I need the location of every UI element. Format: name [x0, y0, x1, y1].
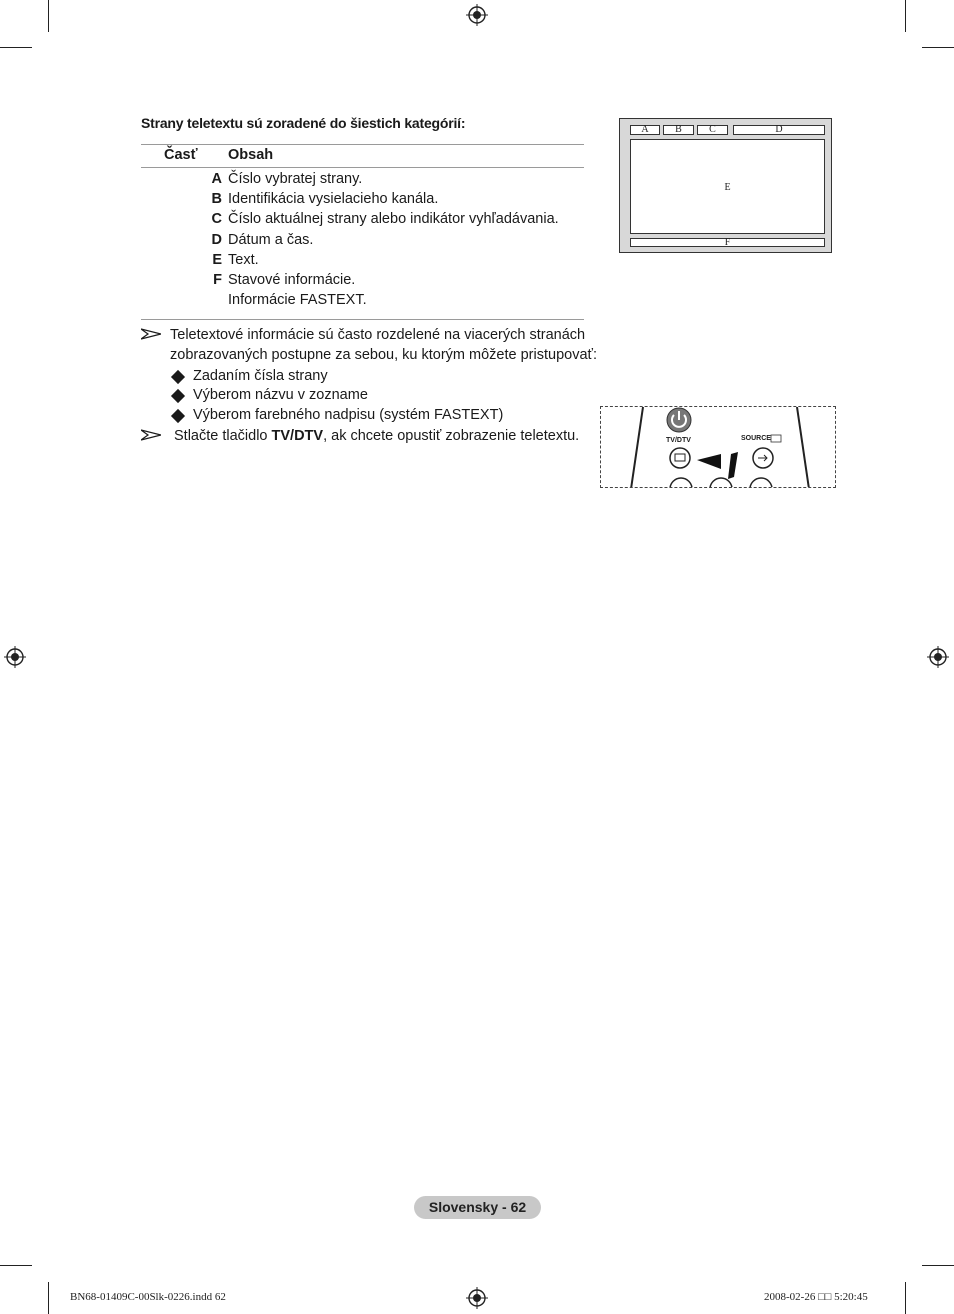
- note-text-prefix: Stlačte tlačidlo: [174, 428, 272, 444]
- note-text: Teletextové informácie sú často rozdelené na viacerých stranách: [170, 327, 586, 343]
- page-number-badge: Slovensky - 62: [414, 1196, 541, 1219]
- crop-mark: [48, 1282, 49, 1314]
- teletext-region-e: E: [630, 139, 825, 234]
- table-header-part: Časť: [164, 147, 198, 163]
- crop-mark: [905, 0, 906, 32]
- table-cell-content: Stavové informácie.: [228, 272, 356, 288]
- footer-file-info: BN68-01409C-00Slk-0226.indd 62: [70, 1291, 226, 1303]
- table-header-content: Obsah: [228, 147, 274, 163]
- table-cell-part: B: [211, 191, 222, 207]
- crop-mark: [905, 1282, 906, 1314]
- table-bottom-rule: [141, 319, 584, 320]
- registration-mark-icon: [466, 1287, 488, 1309]
- table-row: [141, 171, 601, 191]
- list-item: Výberom farebného nadpisu (systém FASTEXT): [193, 407, 504, 423]
- diamond-bullet-icon: [171, 389, 185, 403]
- table-row: [141, 272, 601, 292]
- registration-mark-icon: [927, 646, 949, 668]
- list-item: Výberom názvu v zozname: [193, 387, 368, 403]
- table-cell-part: F: [213, 272, 222, 288]
- note-arrow-icon: [141, 328, 161, 340]
- section-heading: Strany teletextu sú zoradené do šiestich kategórií:: [141, 115, 466, 131]
- crop-mark: [48, 0, 49, 32]
- teletext-region-d: D: [733, 125, 825, 135]
- crop-mark: [922, 1265, 954, 1266]
- table-cell-content: Číslo vybratej strany.: [228, 171, 363, 187]
- teletext-region-b: B: [663, 125, 694, 135]
- registration-mark-icon: [466, 4, 488, 26]
- teletext-region-a: A: [630, 125, 660, 135]
- diamond-bullet-icon: [171, 409, 185, 423]
- crop-mark: [0, 47, 32, 48]
- table-header-rule: [141, 167, 584, 168]
- teletext-region-c: C: [697, 125, 728, 135]
- note-text-suffix: , ak chcete opustiť zobrazenie teletextu.: [323, 428, 580, 444]
- table-cell-content: Informácie FASTEXT.: [228, 292, 367, 308]
- table-cell-part: D: [211, 232, 222, 248]
- source-label: SOURCE: [741, 435, 771, 442]
- table-cell-part: A: [211, 171, 222, 187]
- registration-mark-icon: [4, 646, 26, 668]
- remote-body-icon: [601, 407, 836, 488]
- list-item: Zadaním čísla strany: [193, 368, 328, 384]
- diamond-bullet-icon: [171, 370, 185, 384]
- crop-mark: [0, 1265, 32, 1266]
- table-row: [141, 292, 601, 312]
- table-cell-part: C: [211, 211, 222, 227]
- note-arrow-icon: [141, 429, 161, 441]
- table-cell-content: Identifikácia vysielacieho kanála.: [228, 191, 439, 207]
- remote-illustration: [600, 406, 836, 488]
- table-cell-content: Číslo aktuálnej strany alebo indikátor vyhľadávania.: [228, 211, 559, 227]
- table-top-rule: [141, 144, 584, 145]
- table-cell-content: Dátum a čas.: [228, 232, 314, 248]
- table-cell-part: E: [212, 252, 222, 268]
- crop-mark: [922, 47, 954, 48]
- teletext-region-f: F: [630, 238, 825, 247]
- table-row: [141, 252, 601, 272]
- note-text-button-name: TV/DTV: [271, 428, 324, 444]
- note-text: zobrazovaných postupne za sebou, ku ktorým môžete pristupovať:: [170, 347, 597, 363]
- note-text: [174, 428, 579, 444]
- tv-dtv-label: TV/DTV: [666, 437, 691, 444]
- teletext-screen-diagram: [619, 118, 832, 253]
- table-row: [141, 232, 601, 252]
- table-row: [141, 191, 601, 211]
- footer-timestamp: 2008-02-26 □□ 5:20:45: [764, 1291, 868, 1303]
- table-cell-content: Text.: [228, 252, 259, 268]
- table-row: [141, 211, 601, 231]
